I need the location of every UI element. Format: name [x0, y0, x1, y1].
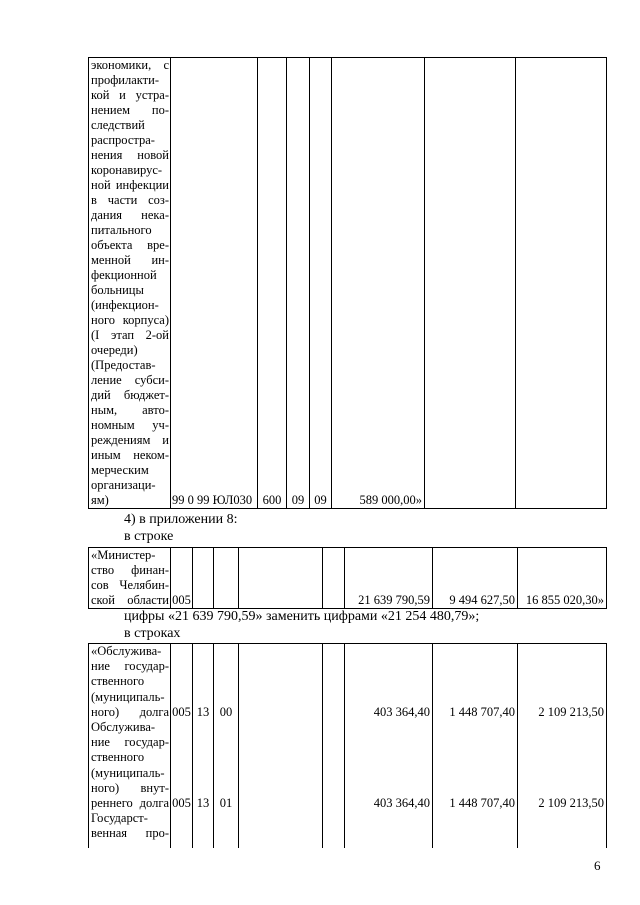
cell-description: [89, 644, 171, 720]
cell-target-code: 99 0 99 ЮЛ030: [171, 58, 258, 509]
cell-description: [89, 548, 171, 609]
cell-amount-2: [425, 58, 516, 509]
text-line: ного корпуса): [91, 313, 169, 327]
text-line: в части соз-: [91, 193, 169, 207]
cell-description: [89, 811, 171, 848]
cell-subsection: 09: [310, 58, 332, 509]
cell-amount-3: 2 109 213,50: [518, 644, 607, 720]
cell-subsection: 01: [214, 720, 239, 811]
cell-subsection: [214, 811, 239, 848]
text-line: организаци-: [91, 478, 156, 492]
cell-expense-type: [323, 644, 345, 720]
text-line: иным неком-: [91, 448, 169, 462]
text-line: «Министер-: [91, 548, 156, 562]
text-line: дания нека-: [91, 208, 169, 222]
text-line: ство финан-: [91, 563, 169, 577]
text-line: распростра-: [91, 133, 155, 147]
cell-amount-3: 2 109 213,50: [518, 720, 607, 811]
table-row: [89, 58, 607, 509]
cell-dept-code: [171, 811, 193, 848]
cell-amount-2: 1 448 707,40: [433, 720, 518, 811]
text-line: экономики, с: [91, 58, 169, 72]
text-line: (I этап 2-ой: [91, 328, 169, 342]
text-line: ного) внут-: [91, 780, 169, 795]
text-line: ской области: [91, 593, 169, 607]
cell-section: 13: [193, 644, 214, 720]
text-line: (муниципаль-: [91, 689, 165, 704]
cell-expense-type: 600: [258, 58, 287, 509]
cell-amount-1: 21 639 790,59: [345, 548, 433, 609]
instruction-rows: в строках: [124, 626, 181, 641]
text-line: дий бюджет-: [91, 388, 169, 402]
text-line: ление субси-: [91, 373, 169, 387]
cell-section: 13: [193, 720, 214, 811]
cell-target-code: [239, 811, 323, 848]
cell-subsection: 00: [214, 644, 239, 720]
text-line: коронавирус-: [91, 163, 163, 177]
cell-subsection: [214, 548, 239, 609]
cell-amount-2: 1 448 707,40: [433, 644, 518, 720]
text-line: ного) долга: [91, 704, 169, 719]
text-line: Обслужива-: [91, 719, 156, 734]
cell-description: [89, 720, 171, 811]
cell-expense-type: [323, 720, 345, 811]
text-line: ям): [91, 493, 109, 507]
text-line: ние государ-: [91, 735, 169, 750]
text-line: «Обслужива-: [91, 644, 162, 658]
text-line: ной инфекции: [91, 178, 169, 192]
text-line: (инфекцион-: [91, 298, 159, 312]
text-line: объекта вре-: [91, 238, 169, 252]
text-line: ственного: [91, 674, 145, 689]
cell-amount-3: [518, 811, 607, 848]
cell-amount-1: 403 364,40: [345, 644, 433, 720]
text-line: питального: [91, 223, 152, 237]
text-line: (муниципаль-: [91, 765, 165, 780]
text-line: кой и устра-: [91, 88, 169, 102]
budget-table-continuation: [88, 57, 607, 509]
cell-amount-1: 589 000,00»: [332, 58, 425, 509]
text-line: сов Челябин-: [91, 578, 169, 592]
text-line: очереди): [91, 343, 138, 357]
cell-section: [193, 548, 214, 609]
cell-amount-1: [345, 811, 433, 848]
text-line: следствий: [91, 118, 145, 132]
cell-dept-code: 005: [171, 644, 193, 720]
cell-amount-3: 16 855 020,30»: [518, 548, 607, 609]
cell-section: [193, 811, 214, 848]
budget-table-ministry: [88, 547, 607, 609]
replace-instruction: цифры «21 639 790,59» заменить цифрами «21 254 480,79»;: [124, 609, 480, 624]
page-number: 6: [594, 858, 601, 873]
cell-dept-code: 005: [171, 548, 193, 609]
text-line: мерческим: [91, 463, 149, 477]
text-line: профилакти-: [91, 73, 159, 87]
text-line: венная про-: [91, 826, 169, 841]
table-row: [89, 548, 607, 609]
text-line: фекционной: [91, 268, 157, 282]
text-line: реждениям и: [91, 433, 169, 447]
text-line: (Предостав-: [91, 358, 156, 372]
cell-target-code: [239, 644, 323, 720]
text-line: номным уч-: [91, 418, 169, 432]
cell-description: [89, 58, 171, 509]
text-line: нения новой: [91, 148, 169, 162]
cell-target-code: [239, 720, 323, 811]
cell-amount-3: [516, 58, 607, 509]
text-line: реннего долга: [91, 795, 169, 810]
instruction-appendix: 4) в приложении 8:: [124, 512, 238, 527]
cell-amount-2: 9 494 627,50: [433, 548, 518, 609]
cell-section: 09: [287, 58, 310, 509]
table-row: [89, 644, 607, 720]
text-line: нением по-: [91, 103, 169, 117]
cell-expense-type: [323, 548, 345, 609]
table-row: [89, 720, 607, 811]
text-line: ственного: [91, 750, 145, 765]
cell-amount-2: [433, 811, 518, 848]
cell-amount-1: 403 364,40: [345, 720, 433, 811]
budget-table-debt: [88, 643, 607, 848]
cell-dept-code: 005: [171, 720, 193, 811]
text-line: ным, авто-: [91, 403, 169, 417]
text-line: ние государ-: [91, 659, 169, 674]
text-line: менной ин-: [91, 253, 169, 267]
cell-expense-type: [323, 811, 345, 848]
table-row: [89, 811, 607, 848]
cell-target-code: [239, 548, 323, 609]
text-line: больницы: [91, 283, 144, 297]
text-line: Государст-: [91, 811, 148, 826]
instruction-row: в строке: [124, 529, 174, 544]
